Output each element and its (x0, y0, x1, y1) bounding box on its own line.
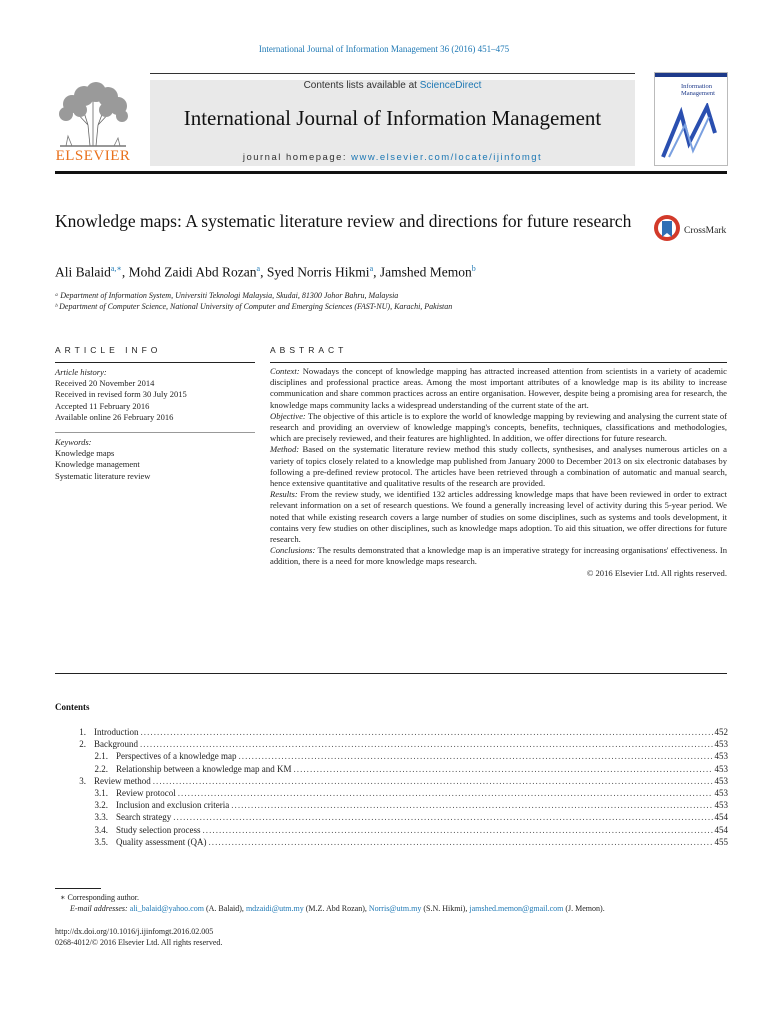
email-owner: (M.Z. Abd Rozan), (303, 904, 369, 913)
issn-copyright: 0268-4012/© 2016 Elsevier Ltd. All rights reserved. (55, 938, 223, 947)
toc-entry[interactable] (55, 836, 728, 848)
homepage-prefix: journal homepage: (242, 152, 352, 163)
keyword: Knowledge maps (55, 448, 115, 459)
toc-entry[interactable] (55, 750, 728, 762)
abstract-context (270, 366, 727, 411)
abstract-rule (270, 362, 727, 363)
article-info-rule (55, 362, 255, 363)
toc-entry-number: 3.4. (94, 824, 108, 835)
keyword: Knowledge management (55, 459, 140, 470)
article-info-divider (55, 432, 255, 433)
keywords-label: Keywords: (55, 437, 92, 447)
history-revised: Received in revised form 30 July 2015 (55, 389, 187, 400)
abstract-label: Context: (270, 366, 300, 376)
toc-entry-page: 453 (714, 739, 728, 750)
abstract-text: The results demonstrated that a knowledge map is an imperative strategy for increasing organisations' effectiveness. In addition, there is a need for more knowledge maps research. (270, 545, 727, 567)
abstract-method (270, 444, 727, 489)
cover-title-line2: Management (681, 90, 715, 97)
article-info-heading: ARTICLE INFO (55, 345, 162, 355)
toc-entry-page: 452 (714, 727, 728, 737)
toc-entry-label: Background (94, 739, 138, 750)
abstract-label: Objective: (270, 410, 306, 421)
history-online: Available online 26 February 2016 (55, 411, 174, 422)
cover-title-line1: Information (681, 83, 713, 90)
toc-entry-page: 453 (714, 763, 728, 774)
toc-entry-label: Review protocol (116, 787, 176, 798)
toc-entry[interactable] (55, 726, 728, 738)
author-name: Syed Norris Hikmi (266, 264, 370, 280)
toc-entry[interactable] (55, 824, 728, 836)
toc-entry-number: 3. (79, 775, 86, 786)
contents-heading: Contents (55, 702, 90, 712)
email-link[interactable]: ali_balaid@yahoo.com (129, 904, 204, 913)
footnote-rule (55, 888, 101, 889)
crossmark-label: CrossMark (684, 226, 727, 236)
sciencedirect-link[interactable]: ScienceDirect (419, 80, 482, 91)
cover-graphic (659, 103, 723, 161)
contents-available-line (150, 80, 635, 91)
article-title: Knowledge maps: A systematic literature review and directions for future research (55, 211, 632, 231)
journal-homepage-line (150, 152, 635, 163)
toc-entry-label: Study selection process (116, 824, 201, 835)
abstract-copyright: © 2016 Elsevier Ltd. All rights reserved. (586, 567, 727, 578)
toc-entry-page: 453 (714, 800, 728, 811)
toc-entry[interactable] (55, 738, 728, 750)
toc-entry-number: 3.1. (94, 787, 108, 798)
toc-entry-number: 3.3. (94, 812, 108, 823)
toc-leader-dots (231, 799, 712, 811)
email-label: E-mail addresses: (70, 904, 130, 913)
author-affil-mark[interactable]: a,∗ (110, 264, 122, 273)
toc-entry-page: 453 (714, 775, 728, 786)
toc-entry-number: 2.1. (94, 751, 108, 762)
keywords-block (55, 437, 255, 482)
email-link[interactable]: Norris@utm.my (368, 904, 422, 913)
toc-entry-number: 3.2. (94, 800, 108, 811)
toc-entry[interactable] (55, 787, 728, 799)
affiliation-a: ᵃ Department of Information System, Universiti Teknologi Malaysia, Skudai, 81300 Johor Bahru, Malaysia (55, 291, 399, 300)
toc-entry-label: Search strategy (116, 812, 172, 823)
history-label: Article history: (55, 367, 107, 377)
email-link[interactable]: mdzaidi@utm.my (245, 904, 304, 913)
abstract-text: From the review study, we identified 132 articles addressing knowledge maps that have been reviewed in order to extract relevant information on a set of research questions. We found a generally increasing level of activity during this 5-year period. We noted that while existing research covers a large number of studies on some disciplines, such as systems and tools development, it contains very few studies on other disciplines, such as knowledge maps adoption. To aid this situation, we offer directions for future research. (270, 489, 727, 545)
toc-entry-number: 3.5. (94, 836, 108, 847)
abstract-text: Nowadays the concept of knowledge mapping has attracted increased attention from scientists in a variety of academic disciplines and professional practice areas. Among the most important attributes of a knowledge map is its ability to increase communication and share common practices across an entire organisation. However, despite being a promising area for research, the knowledge maps community lacks a widespread understanding of the current state of the art. (270, 366, 727, 410)
abstract-label: Results: (270, 489, 298, 500)
author-name: Ali Balaid (55, 264, 111, 280)
toc-entry-label: Inclusion and exclusion criteria (116, 800, 230, 811)
toc-entry[interactable] (55, 811, 728, 823)
toc-leader-dots (208, 836, 712, 848)
author-name: Mohd Zaidi Abd Rozan (128, 264, 257, 280)
toc-leader-dots (141, 726, 713, 738)
toc-entry-label: Perspectives of a knowledge map (116, 751, 237, 762)
toc-entry[interactable] (55, 763, 728, 775)
toc-entry-page: 453 (714, 787, 728, 798)
elsevier-wordmark: ELSEVIER (55, 148, 131, 164)
history-accepted: Accepted 11 February 2016 (55, 400, 150, 411)
header-rule (150, 73, 635, 74)
author-list: Ali Balaid$^{a,∗}$, Mohd Zaidi Abd Rozan$^a$, Syed Norris Hikmi$^a$, Jamshed Memon$^b$ (55, 264, 476, 280)
history-received: Received 20 November 2014 (55, 378, 155, 389)
header-thick-rule (55, 171, 727, 174)
toc-entry-number: 2. (79, 739, 86, 750)
journal-citation[interactable]: International Journal of Information Management 36 (2016) 451–475 (258, 44, 510, 54)
corresponding-author-note: ∗ Corresponding author. (60, 893, 139, 902)
abstract-objective (270, 411, 727, 445)
abstract-body (270, 366, 727, 579)
abstract-text: The objective of this article is to explore the world of knowledge mapping by reviewing and analysing the current state of research and providing an overview of knowledge mapping's concepts, benefits, techniques, classifications and methodologies, which are precisely reviewed, and their features are highlighted. In addition, we offer directions for future research. (270, 410, 727, 444)
toc-leader-dots (293, 763, 712, 775)
toc-entry-page: 453 (714, 751, 728, 762)
author-affil-mark[interactable]: a (369, 264, 374, 273)
toc-entry-label: Quality assessment (QA) (116, 836, 207, 847)
author-name: Jamshed Memon (379, 264, 472, 280)
toc-leader-dots (153, 775, 713, 787)
toc-entry-label: Review method (94, 775, 151, 786)
journal-title: International Journal of Information Management (183, 106, 602, 130)
doi-link[interactable]: http://dx.doi.org/10.1016/j.ijinfomgt.2016.02.005 (55, 927, 214, 936)
toc-leader-dots (238, 750, 712, 762)
toc-entry-label: Introduction (94, 727, 139, 737)
email-owner: (A. Balaid), (203, 904, 246, 913)
toc-entry-page: 455 (714, 836, 728, 847)
journal-cover-thumbnail[interactable] (654, 72, 728, 166)
author-affil-mark[interactable]: b (471, 264, 476, 273)
toc-entry-page: 454 (714, 824, 728, 835)
abstract-results (270, 489, 727, 545)
abstract-conclusions (270, 545, 727, 567)
contents-prefix: Contents lists available at (303, 80, 420, 91)
email-owner: (S.N. Hikmi), (421, 904, 470, 913)
toc-leader-dots (203, 824, 713, 836)
abstract-label: Method: (270, 444, 300, 455)
author-affil-mark[interactable]: a (256, 264, 261, 273)
toc-entry-page: 454 (714, 812, 728, 823)
affiliation-b: ᵇ Department of Computer Science, National University of Computer and Emerging Sciences (FAST-NU), Karachi, Pakistan (55, 302, 453, 311)
journal-homepage-link[interactable]: www.elsevier.com/locate/ijinfomgt (351, 152, 543, 163)
keyword: Systematic literature review (55, 470, 151, 481)
email-addresses (70, 903, 735, 914)
toc-leader-dots (173, 811, 712, 823)
toc-entry-number: 2.2. (94, 763, 108, 774)
abstract-text: Based on the systematic literature review method this study collects, synthesises, and analyses numerous articles on a variety of topics closely related to a knowledge map published from January 2000 to December 2013 on six electronic databases by following a pre-defined review protocol. The articles have been retrieved through a combination of automatic and manual search, hence extensive quantitative and qualitative results of the research are provided. (270, 444, 727, 489)
email-link[interactable]: jamshed.memon@gmail.com (469, 904, 564, 913)
toc-leader-dots (140, 738, 713, 750)
toc-entry-label: Relationship between a knowledge map and KM (116, 763, 292, 774)
abstract-heading: ABSTRACT (270, 345, 348, 355)
email-owner: (J. Memon). (563, 904, 605, 913)
toc-entry[interactable] (55, 775, 728, 787)
abstract-label: Conclusions: (270, 545, 316, 556)
toc-entry-number: 1. (79, 727, 86, 737)
abstract-bottom-rule (55, 673, 727, 674)
article-history (55, 367, 255, 423)
toc-entry[interactable] (55, 799, 728, 811)
toc-leader-dots (178, 787, 713, 799)
table-of-contents (55, 726, 728, 848)
